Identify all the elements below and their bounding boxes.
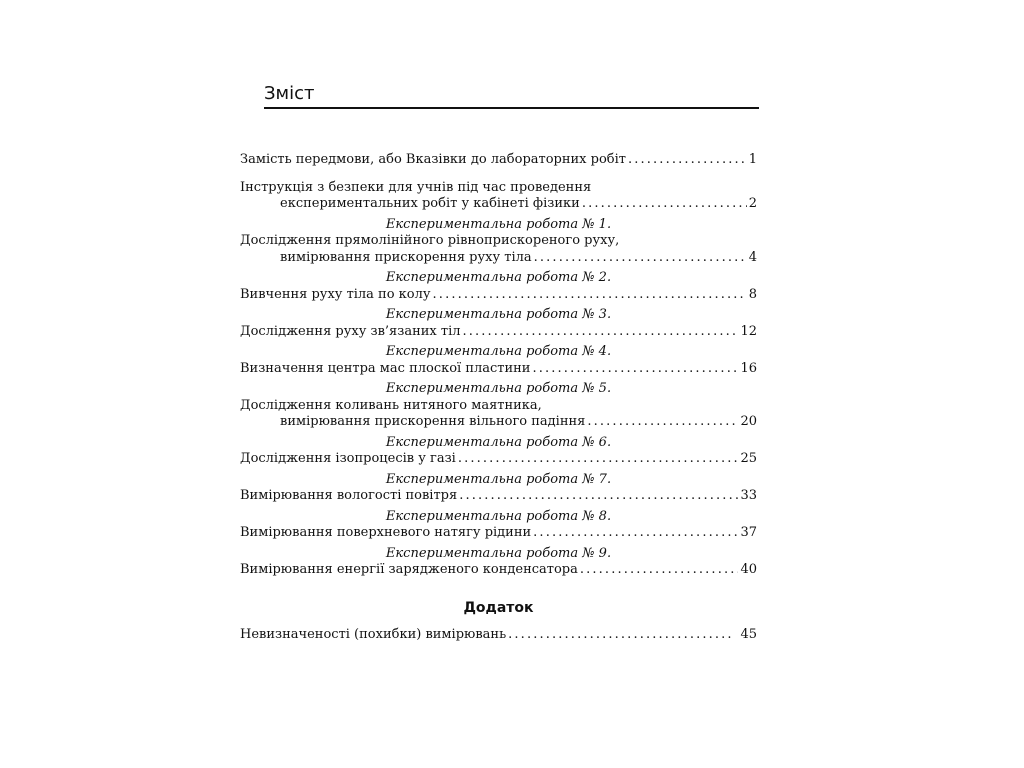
toc-entry-title: Невизначеності (похибки) вимірювань [240,626,507,642]
toc-entry-title-line1: Інструкція з безпеки для учнів під час проведення [240,179,592,195]
toc-entry-title-row [240,250,757,267]
leader-dots [587,414,738,431]
toc-entry-title: Вивчення руху тіла по колу [240,286,431,302]
works-list [240,217,757,579]
leader-dots [534,250,747,267]
toc-entry-intro [240,152,757,169]
toc-entry-work-1 [240,217,757,267]
toc-page-number: 20 [740,414,757,429]
leader-dots [462,324,738,341]
toc-page-number: 16 [740,360,757,376]
leader-dots [628,152,747,169]
toc-entry-title-row [240,287,757,304]
toc-entry-safety [240,180,757,213]
work-label: Експериментальна робота № 8. [385,508,612,524]
leader-dots [458,451,739,468]
leader-dots [508,627,732,644]
toc-entry-work-2 [240,270,757,303]
toc-entry-work-5 [240,381,757,431]
toc-page-number: 40 [740,562,757,577]
toc-entry-title: Вимірювання енергії зарядженого конденсатора [240,562,578,577]
toc-entry-title-line2: експериментальних робіт у кабінеті фізики [280,196,580,211]
work-label: Експериментальна робота № 5. [385,381,612,396]
toc-entry-title: Замість передмови, або Вказівки до лабораторних робіт [240,152,626,167]
toc-entry-title-row [240,525,757,542]
toc-entry-title: Дослідження ізопроцесів у газі [240,451,456,466]
toc-page-number: 1 [748,152,757,167]
toc-entry-title-row [240,414,757,431]
work-label: Експериментальна робота № 1. [385,216,612,232]
toc-entry-title: Вимірювання вологості повітря [240,488,458,503]
leader-dots [582,196,747,213]
toc-entry-work-3 [240,307,757,340]
work-label: Експериментальна робота № 9. [385,545,612,561]
table-of-contents [240,152,757,643]
toc-entry-work-9 [240,546,757,579]
toc-entry-title: вимірювання прискорення руху тіла [280,249,532,265]
toc-entry-work-4 [240,344,757,377]
toc-entry-title-row [240,324,757,341]
toc-page-number: 25 [740,451,757,466]
toc-entry-appendix [240,627,757,644]
toc-entry-work-7 [240,472,757,505]
toc-entry-title-line1: Дослідження коливань нитяного маятника, [240,397,542,413]
toc-entry-title-line1: Дослідження прямолінійного рівноприскореного руху, [240,233,620,248]
work-label: Експериментальна робота № 2. [385,270,612,285]
toc-entry-title: вимірювання прискорення вільного падіння [280,414,586,429]
toc-entry-title: Дослідження руху зв’язаних тіл [240,323,461,339]
leader-dots [433,287,747,304]
toc-entry-title: Вимірювання поверхневого натягу рідини [240,525,532,540]
toc-page-number: 37 [740,525,757,540]
leader-dots [580,562,739,579]
appendix-heading: Додаток [463,599,534,616]
toc-page-number: 4 [748,249,757,265]
work-label: Експериментальна робота № 3. [385,307,612,322]
toc-entry-title: Визначення центра мас плоскої пластини [240,360,531,376]
work-label: Експериментальна робота № 6. [385,434,612,450]
toc-entry-title-row [240,451,757,468]
toc-entry-work-6 [240,435,757,468]
toc-entry-title-row [240,196,757,213]
work-label: Експериментальна робота № 4. [385,344,612,359]
page-title: Зміст [264,83,759,109]
toc-entry-work-8 [240,509,757,542]
toc-entry-title-row [240,488,757,505]
toc-page-number: 33 [740,488,757,503]
toc-page-number: 2 [748,196,757,211]
toc-entry-title-row [240,562,757,579]
leader-dots [532,361,738,378]
toc-entry-title-row [240,361,757,378]
toc-page-number: 12 [740,323,757,339]
toc-page-number: 45 [740,626,757,642]
work-label: Експериментальна робота № 7. [385,471,612,487]
leader-dots [459,488,738,505]
leader-dots [533,525,738,542]
toc-page-number: 8 [748,286,757,302]
